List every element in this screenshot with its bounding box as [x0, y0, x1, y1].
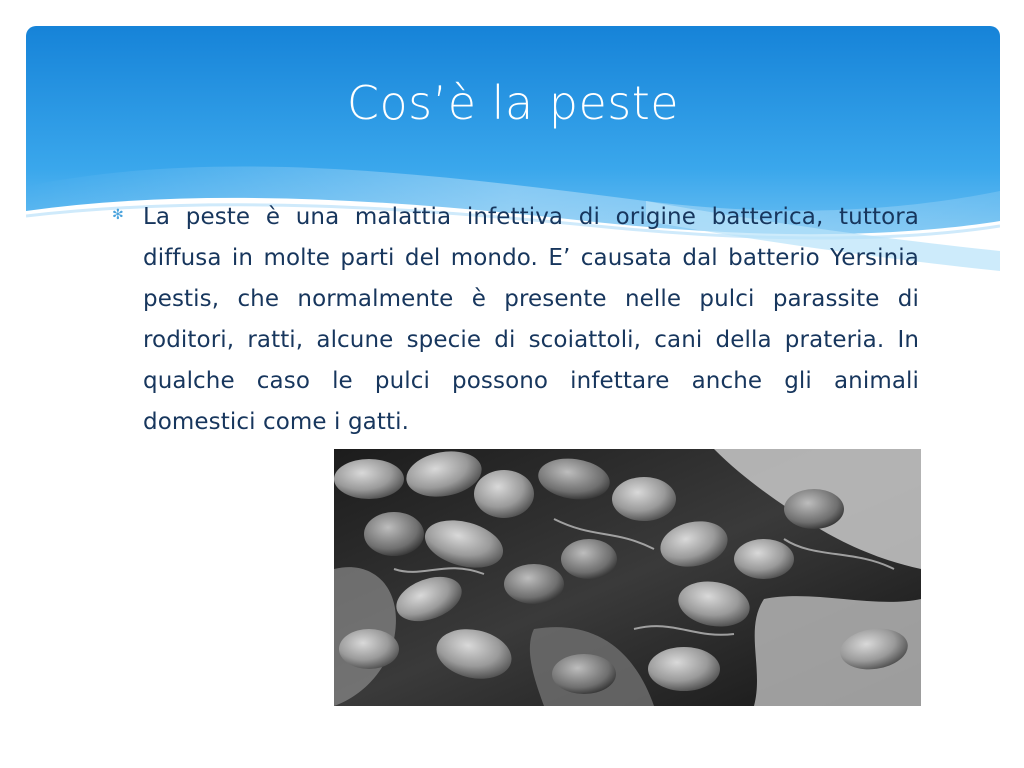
slide-title: Cos’è la peste	[346, 76, 680, 130]
bacteria-micrograph-image	[334, 449, 921, 706]
bullet-text: La peste è una malattia infettiva di origine batterica, tuttora diffusa in molte parti del mondo. E’ causata dal batterio Yersinia pestis, che normalmente è presente nelle pulci parassite di roditori, ratti, alcune specie di scoiattoli, cani della prateria. In qualche caso le pulci possono infettare anche gli animali domestici come i gatti.	[143, 204, 919, 435]
bullet-icon: ✻	[112, 207, 124, 223]
